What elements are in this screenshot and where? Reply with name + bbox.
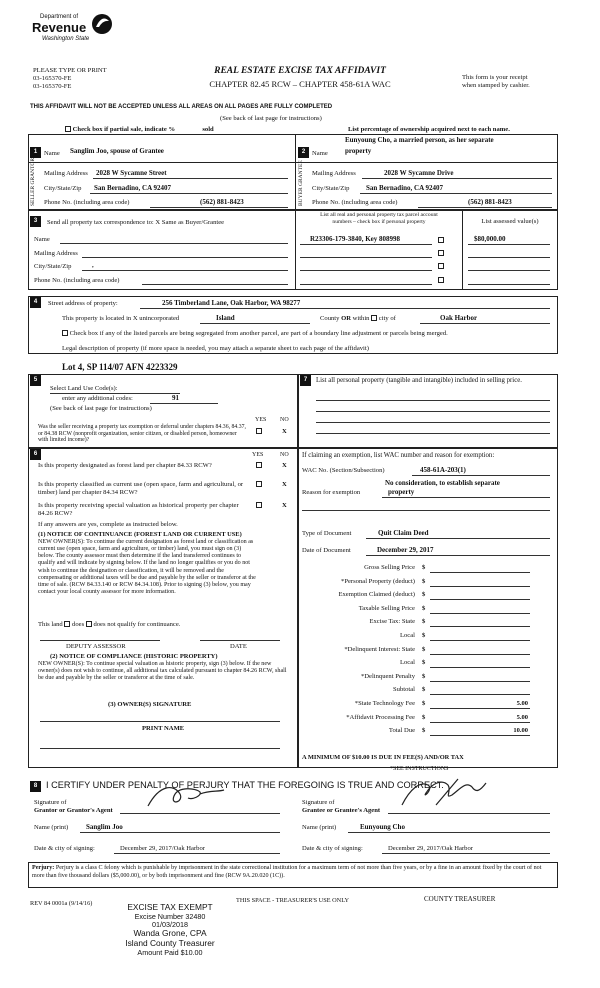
city-value: Oak Harbor	[440, 314, 478, 322]
fee-dollar-sign: $	[422, 604, 426, 612]
q2-current-use: Is this property classified as current use (open space, farm and agricultural, or timber) land per chapter 84.34 RCW?	[38, 481, 244, 496]
dor-logo-line2: Revenue	[32, 20, 87, 35]
section-1-number: 1	[30, 147, 41, 158]
q2-no-answer: X	[282, 481, 287, 488]
fee-dollar-sign: $	[422, 713, 426, 721]
exemption-question: Was the seller receiving a property tax exemption or deferral under chapters 84.36, 84.37, or 84.38 RCW (nonprofit organization, senior citizen, or disabled person, homeowner with limited income)?	[38, 424, 246, 444]
seller-mailing: 2028 W Sycamne Street	[96, 169, 167, 177]
fee-dollar-sign: $	[422, 645, 426, 653]
s5-yes-label: YES	[255, 417, 267, 423]
fee-label: Gross Selling Price	[364, 564, 415, 571]
segregated-label: Check box if any of the listed parcels are being segregated from another parcel, are part of a boundary line adjustment or parcels being merged.	[69, 330, 448, 337]
receipt-note-1: This form is your receipt	[462, 74, 528, 81]
does-not-checkbox[interactable]	[86, 621, 92, 627]
q3-no-answer: X	[282, 502, 287, 509]
seller-mailing-label: Mailing Address	[44, 170, 88, 177]
grantor-name: Sanglim Joo	[86, 823, 123, 831]
notice-2-title: (2) NOTICE OF COMPLIANCE (HISTORIC PROPERTY)	[50, 653, 218, 660]
additional-codes-label: enter any additional codes:	[62, 395, 133, 402]
does-checkbox[interactable]	[64, 621, 70, 627]
seller-side-label: SELLER GRANTOR	[30, 157, 36, 206]
dor-logo	[32, 14, 122, 54]
county-treasurer: COUNTY TREASURER	[424, 895, 496, 903]
fee-dollar-sign: $	[422, 686, 426, 694]
doc-type: Quit Claim Deed	[378, 529, 429, 537]
doc-type-label: Type of Document	[302, 530, 352, 537]
form-code-2: 03-165370-FE	[33, 83, 72, 90]
reason-label: Reason for exemption	[302, 489, 361, 496]
receipt-note-2: when stamped by cashier.	[462, 82, 530, 89]
warning-text: THIS AFFIDAVIT WILL NOT BE ACCEPTED UNLESS ALL AREAS ON ALL PAGES ARE FULLY COMPLETED	[30, 104, 333, 110]
parcel-header-1: List all real and personal property tax parcel account	[320, 212, 438, 218]
fee-label: Subtotal	[393, 686, 415, 694]
does-not-label: does not qualify for continuance.	[93, 621, 181, 628]
s3-phone-label: Phone No. (including area code)	[34, 277, 120, 284]
partial-sale-row	[65, 126, 214, 134]
parcel-number: R23306-179-3840, Key 808998	[310, 235, 401, 243]
additional-code: 91	[172, 394, 179, 402]
county-label: County	[320, 315, 340, 322]
county-value: Island	[216, 314, 235, 322]
q2-yes-checkbox[interactable]	[256, 481, 262, 487]
segregated-checkbox[interactable]	[62, 330, 68, 336]
see-back-note: (See back of last page for instructions)	[220, 115, 322, 122]
stamp-line-6: Amount Paid $10.00	[137, 947, 203, 957]
city-of-label: city of	[378, 315, 396, 322]
located-label: This property is located in X unincorporated	[62, 315, 180, 322]
grantor-signature-icon	[140, 780, 230, 812]
county-within-row	[320, 315, 396, 323]
legal-description: Lot 4, SP 114/07 AFN 4223329	[62, 362, 178, 372]
seller-name-label: Name	[44, 150, 60, 157]
dor-logo-line3: Washington State	[42, 36, 90, 42]
s6-no-label: NO	[280, 452, 289, 458]
fee-dollar-sign: $	[422, 618, 426, 626]
within-label: within	[352, 315, 370, 322]
fee-label: *Personal Property (deduct)	[341, 577, 415, 585]
s3-mailing-label: Mailing Address	[34, 250, 78, 257]
s3-city-value: ,	[92, 262, 94, 269]
fee-dollar-sign: $	[422, 591, 426, 599]
street-label: Street address of property:	[48, 300, 118, 307]
buyer-name-line2: property	[345, 147, 372, 155]
does-label: does	[72, 621, 85, 628]
fee-dollar-sign: $	[422, 700, 426, 707]
dor-logo-line1: Department of	[40, 14, 79, 20]
land-use-label: Select Land Use Code(s):	[50, 385, 118, 392]
personal-property-label: List all personal property (tangible and intangible) included in selling price.	[316, 377, 522, 384]
fee-dollar-sign: $	[422, 564, 426, 571]
wac-label: WAC No. (Section/Subsection)	[302, 467, 385, 474]
fee-value: 5.00	[516, 713, 528, 721]
deputy-date-label: DATE	[230, 643, 247, 650]
fee-label: *State Technology Fee	[354, 700, 415, 707]
section-5-number: 5	[30, 375, 41, 386]
or-label: OR	[341, 315, 351, 322]
minimum-due: A MINIMUM OF $10.00 IS DUE IN FEE(S) AND/OR TAX	[302, 754, 464, 761]
exemption-yes-checkbox[interactable]	[256, 428, 262, 434]
q1-forest: Is this property designated as forest land per chapter 84.33 RCW?	[38, 462, 212, 469]
stamp-line-5: Island County Treasurer	[125, 937, 215, 948]
if-yes-note: If any answers are yes, complete as instructed below.	[38, 521, 178, 528]
exempt-stamp	[100, 903, 240, 957]
doc-date-label: Date of Document	[302, 547, 351, 554]
s5-no-label: NO	[280, 417, 289, 423]
section-8-number: 8	[30, 781, 41, 792]
grantor-name-label: Name (print)	[34, 824, 69, 831]
buyer-mailing: 2028 W Sycamne Drive	[384, 169, 454, 177]
exemption-no-answer: X	[282, 428, 287, 435]
seller-name: Sanglim Joo, spouse of Grantee	[70, 147, 164, 155]
seller-city: San Bernadino, CA 92407	[94, 184, 172, 192]
this-land-label: This land	[38, 621, 63, 628]
grantee-name-label: Name (print)	[302, 824, 337, 831]
treasurer-space: THIS SPACE - TREASURER'S USE ONLY	[236, 897, 349, 904]
reason-line-2: property	[388, 488, 415, 496]
fee-dollar-sign: $	[422, 632, 426, 639]
grantee-sig-label: Signature of	[302, 799, 335, 806]
notice-2-body: NEW OWNER(S): To continue special valuation as historic property, sign (3) below. If the new owner(s) does not wish to continue, all additional tax calculated pursuant to chapter 84.26 RCW, shall be due and payable by the seller or transferor at the time of sale.	[38, 661, 287, 682]
stamp-line-2: Excise Number 32480	[134, 911, 206, 921]
dor-swoosh-icon	[90, 12, 114, 36]
perjury-text-block	[32, 865, 554, 880]
owner-signature-label: (3) OWNER(S) SIGNATURE	[108, 701, 192, 708]
buyer-phone: (562) 881-8423	[468, 198, 512, 206]
grantee-agent-label: Grantee or Grantee's Agent	[302, 807, 381, 814]
partial-sale-label: Check box if partial sale, indicate %	[72, 126, 176, 133]
notice-1-body: NEW OWNER(S): To continue the current designation as forest land or classification as current use (open space, farm and agriculture, or timber) land, you must sign on (3) below. The county assessor must then determine if the land transferred continues to qualify and will indicate by signing below. If the land no longer qualifies or you do not wish to continue the designation or classification, it will be removed and the compensating or additional taxes will be due and payable by the seller or transferor at the time of sale. (RCW 84.33.140 or RCW 84.34.108). Prior to signing (3) below, you may contact your local county assessor for more information.	[38, 539, 256, 595]
fee-dollar-sign: $	[422, 727, 426, 735]
parcel-1-personal-checkbox[interactable]	[438, 237, 444, 243]
segregated-row	[62, 330, 448, 338]
grantee-name: Eunyoung Cho	[360, 823, 405, 831]
fee-label: *Delinquent Interest: State	[344, 645, 415, 653]
q3-yes-checkbox[interactable]	[256, 502, 262, 508]
section-2-number: 2	[298, 147, 309, 158]
buyer-city-label: City/State/Zip	[312, 185, 350, 192]
section-7-number: 7	[300, 375, 311, 386]
parcel-2-personal-checkbox[interactable]	[438, 250, 444, 256]
s6-yes-label: YES	[252, 452, 264, 458]
ownership-note: List percentage of ownership acquired next to each name.	[348, 126, 510, 133]
assessed-header: List assessed value(s)	[481, 218, 539, 225]
doc-date: December 29, 2017	[377, 546, 434, 554]
reason-line-1: No consideration, to establish separate	[385, 479, 500, 487]
buyer-city: San Bernadino, CA 92407	[366, 184, 444, 192]
send-correspondence: Send all property tax correspondence to: X Same as Buyer/Grantee	[47, 219, 225, 226]
buyer-mailing-label: Mailing Address	[312, 170, 356, 177]
grantor-sig-label: Signature of	[34, 799, 67, 806]
grantee-date: December 29, 2017/Oak Harbor	[388, 845, 473, 852]
grantor-agent-label: Grantor or Grantor's Agent	[34, 807, 113, 814]
q1-no-answer: X	[282, 462, 287, 469]
certify-statement: I CERTIFY UNDER PENALTY OF PERJURY THAT THE FOREGOING IS TRUE AND CORRECT.	[46, 780, 444, 790]
section-3-number: 3	[30, 216, 41, 227]
wac-intro: If claiming an exemption, list WAC number and reason for exemption:	[302, 452, 495, 459]
assessed-value: $80,000.00	[474, 235, 506, 243]
grantor-date: December 29, 2017/Oak Harbor	[120, 845, 205, 852]
perjury-label: Perjury:	[32, 865, 55, 871]
fee-label: Taxable Selling Price	[358, 604, 415, 612]
buyer-name-line1: Eunyoung Cho, a married person, as her separate	[345, 136, 494, 144]
form-subtitle: CHAPTER 82.45 RCW – CHAPTER 458-61A WAC	[209, 79, 391, 89]
wac-number: 458-61A-203(1)	[420, 466, 466, 474]
parcel-4-personal-checkbox[interactable]	[438, 277, 444, 283]
notice-1-title: (1) NOTICE OF CONTINUANCE (FOREST LAND OR CURRENT USE)	[38, 531, 242, 538]
fee-label: Total Due	[388, 727, 415, 735]
fee-dollar-sign: $	[422, 659, 426, 667]
fee-dollar-sign: $	[422, 577, 426, 585]
print-name-label: PRINT NAME	[142, 725, 185, 732]
qualify-row	[38, 621, 180, 629]
s5-see-back: (See back of last page for instructions)	[50, 405, 152, 412]
stamp-line-4: Wanda Grone, CPA	[133, 928, 207, 939]
s3-name-label: Name	[34, 236, 50, 243]
please-type: PLEASE TYPE OR PRINT	[33, 67, 107, 74]
street-address: 256 Timberland Lane, Oak Harbor, WA 98277	[162, 299, 301, 307]
stamp-line-3: 01/03/2018	[152, 919, 188, 929]
see-instructions: *SEE INSTRUCTIONS	[390, 766, 449, 772]
fee-dollar-sign: $	[422, 672, 426, 680]
form-code-1: 03-165370-FE	[33, 75, 72, 82]
fee-label: *Delinquent Penalty	[360, 672, 415, 680]
buyer-phone-label: Phone No. (including area code)	[312, 199, 398, 206]
q1-yes-checkbox[interactable]	[256, 462, 262, 468]
section-6-number: 6	[30, 449, 41, 460]
fee-label: Exemption Claimed (deduct)	[338, 591, 415, 599]
parcel-3-personal-checkbox[interactable]	[438, 263, 444, 269]
within-city-checkbox[interactable]	[371, 315, 377, 321]
parcel-header-2: numbers – check box if personal property	[332, 219, 426, 225]
section-4-number: 4	[30, 297, 41, 308]
fee-label: Local	[399, 632, 415, 639]
stamp-line-1: EXCISE TAX EXEMPT	[127, 902, 213, 912]
grantor-date-label: Date & city of signing:	[34, 845, 95, 852]
buyer-name-label: Name	[312, 150, 328, 157]
sold-label: sold	[202, 126, 214, 133]
grantee-date-label: Date & city of signing:	[302, 845, 363, 852]
buyer-side-label: BUYER GRANTEE	[298, 160, 304, 206]
fee-label: *Affidavit Processing Fee	[346, 713, 415, 721]
s3-city-label: City/State/Zip	[34, 263, 72, 270]
fee-label: Excise Tax: State	[369, 618, 415, 626]
form-title: REAL ESTATE EXCISE TAX AFFIDAVIT	[214, 66, 386, 76]
grantee-signature-icon	[396, 775, 492, 811]
q3-historic: Is this property receiving special valuation as historical property per chapter 84.26 RCW?	[38, 502, 239, 517]
deputy-assessor-label: DEPUTY ASSESSOR	[66, 643, 126, 650]
rev-code: REV 84 0001a (9/14/16)	[30, 900, 93, 907]
fee-value: 5.00	[516, 700, 528, 707]
fee-label: Local	[399, 659, 415, 667]
fee-value: 10.00	[513, 727, 528, 735]
seller-city-label: City/State/Zip	[44, 185, 82, 192]
perjury-text: Perjury is a class C felony which is punishable by imprisonment in the state correctional institution for a maximum term of not more than five years, or by a fine in an amount fixed by the court of not more than five thousand dollars ($5,000.00), or by both imprisonment and fine (RCW 9A.20.020 (1C)).	[32, 865, 542, 879]
partial-sale-checkbox[interactable]	[65, 126, 71, 132]
seller-phone-label: Phone No. (including area code)	[44, 199, 130, 206]
seller-phone: (562) 881-8423	[200, 198, 244, 206]
legal-label: Legal description of property (if more space is needed, you may attach a separate sheet to each page of the affidavit)	[62, 345, 369, 352]
